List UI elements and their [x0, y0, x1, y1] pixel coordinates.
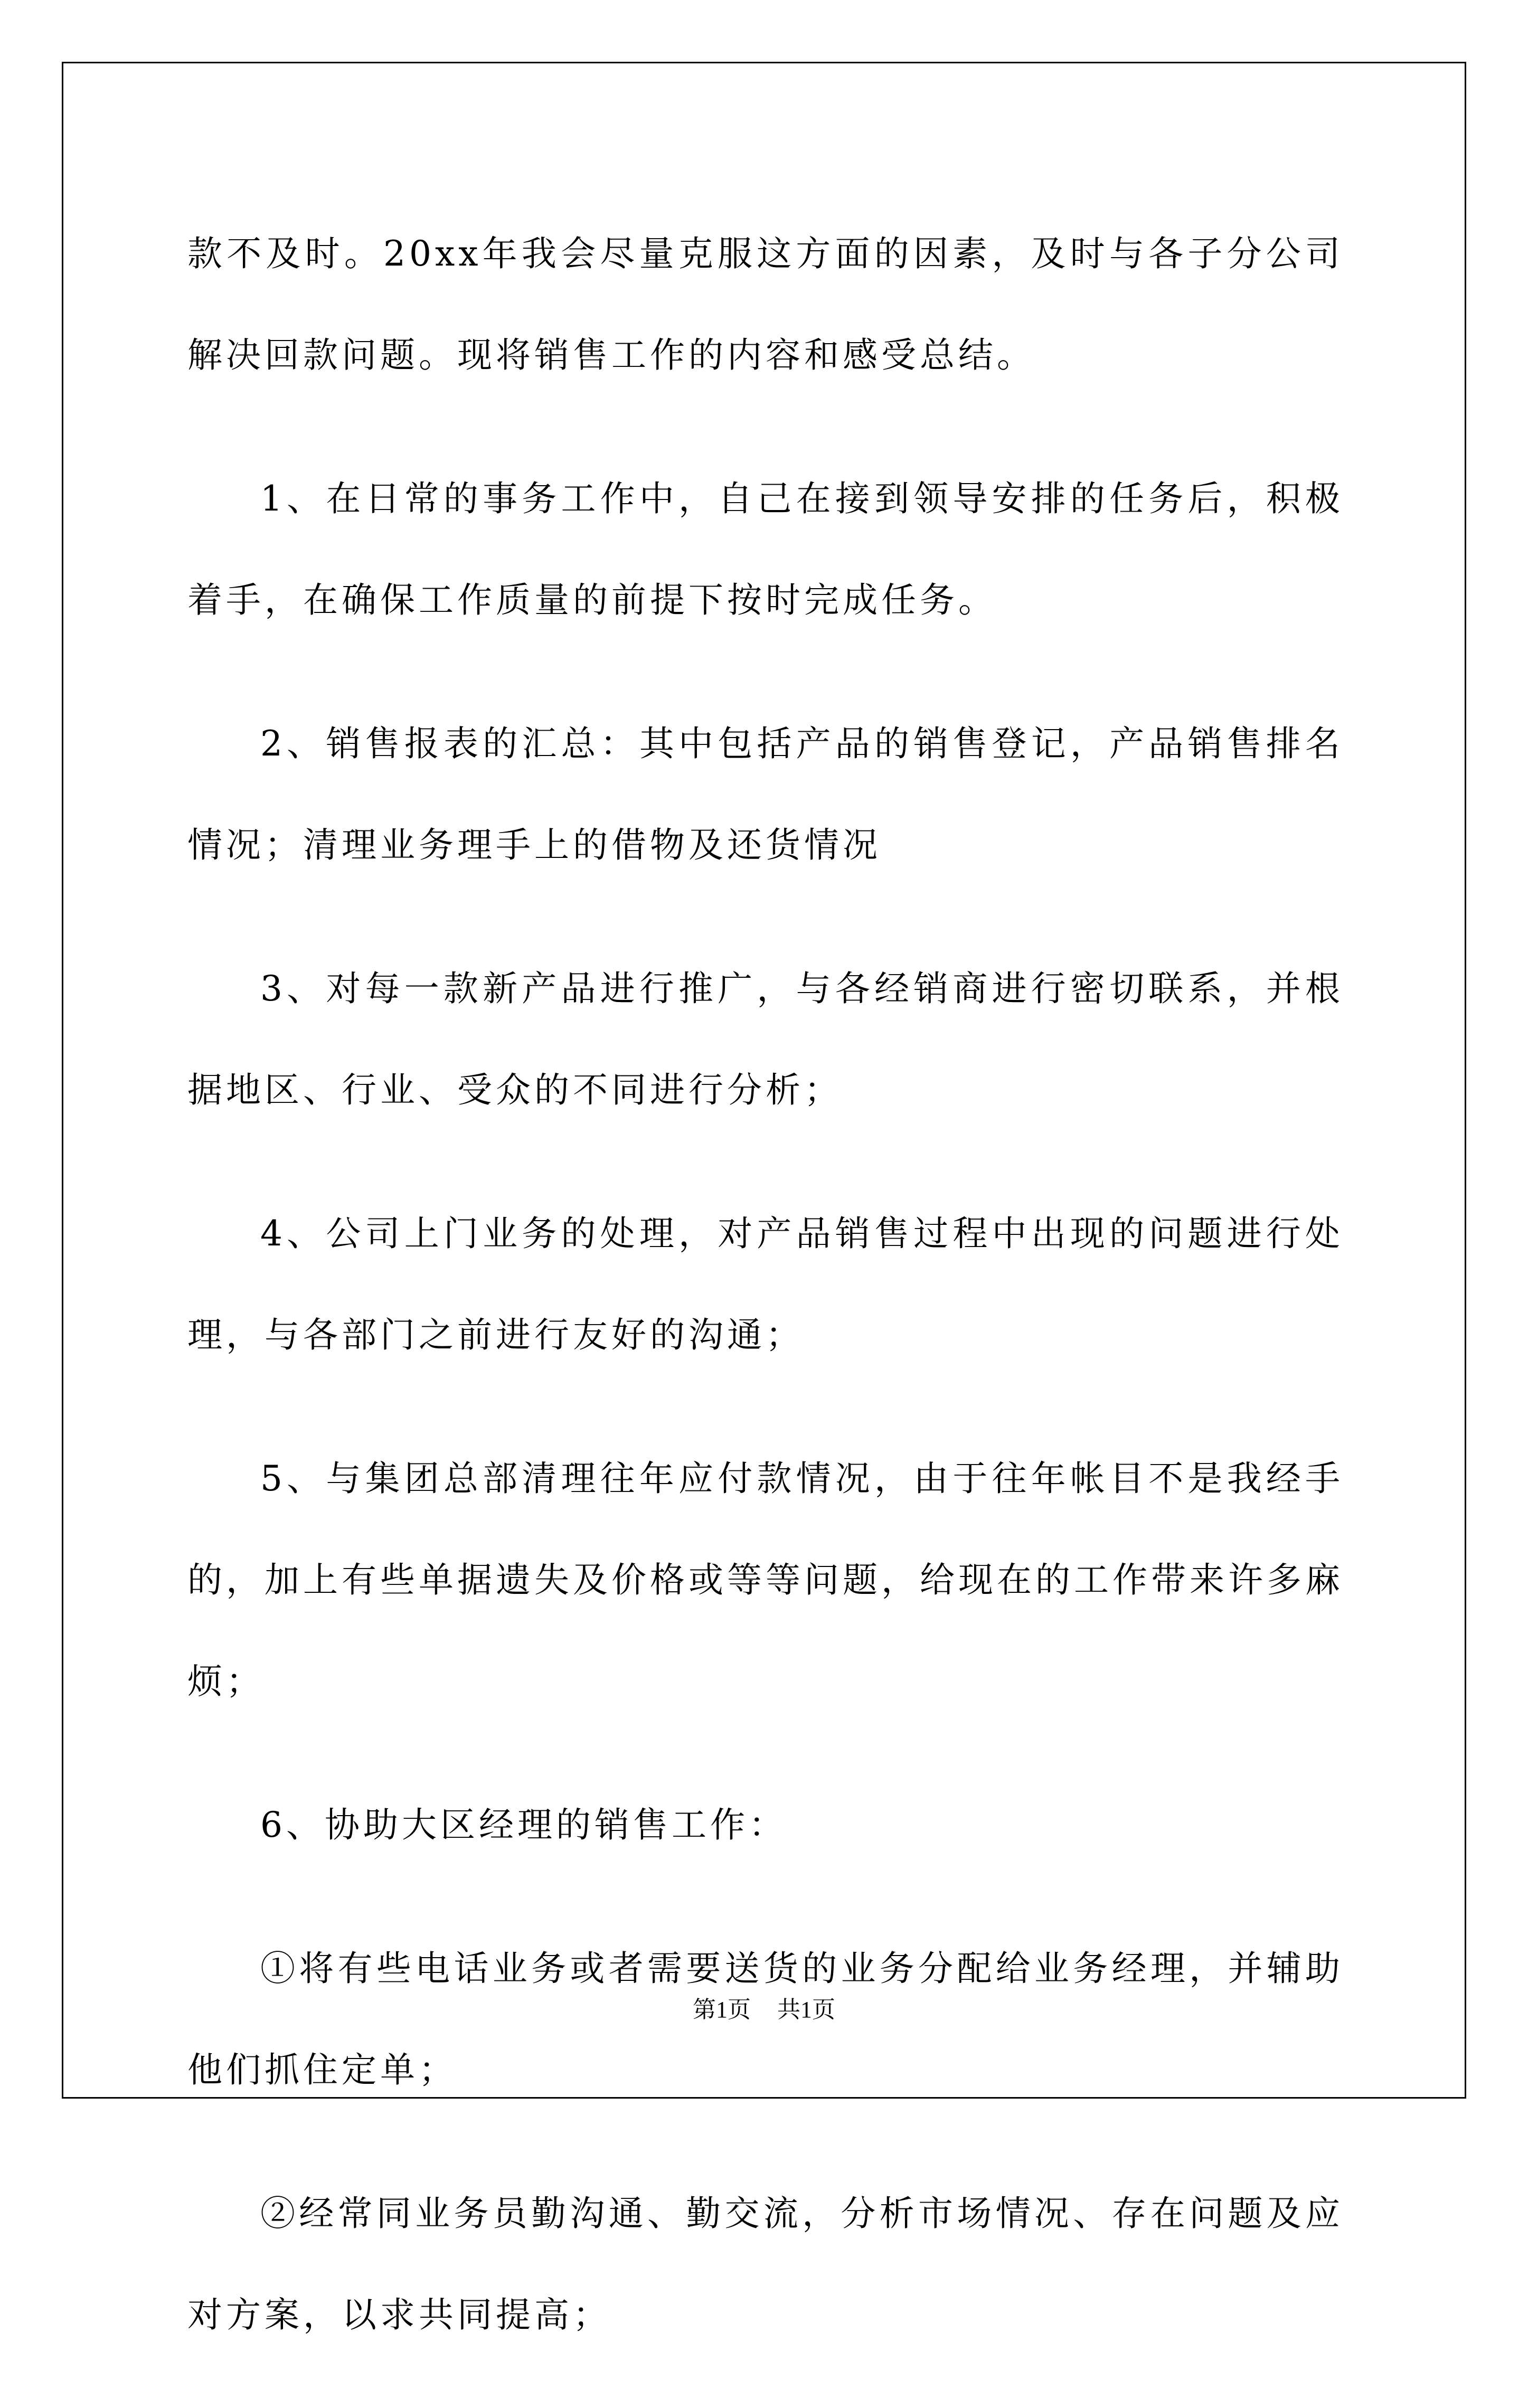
paragraph-subitem-1: ①将有些电话业务或者需要送货的业务分配给业务经理，并辅助他们抓住定单；	[187, 1948, 1344, 2090]
paragraph-item-6: 6、协助大区经理的销售工作：	[260, 1805, 787, 1845]
page-number: 第1页	[693, 1997, 751, 2023]
paragraph-item-5: 5、与集团总部清理往年应付款情况，由于往年帐目不是我经手的，加上有些单据遗失及价格或等等问题，给现在的工作带来许多麻烦；	[187, 1458, 1344, 1702]
paragraph-item-1: 1、在日常的事务工作中，自己在接到领导安排的任务后，积极着手，在确保工作质量的前提下按时完成任务。	[187, 478, 1344, 620]
paragraph-continuation: 款不及时。20xx年我会尽量克服这方面的因素，及时与各子分公司解决回款问题。现将销售工作的内容和感受总结。	[187, 233, 1344, 375]
page-total: 共1页	[777, 1997, 835, 2023]
paragraph-item-3: 3、对每一款新产品进行推广，与各经销商进行密切联系，并根据地区、行业、受众的不同进行分析；	[187, 968, 1344, 1110]
paragraph-item-2: 2、销售报表的汇总：其中包括产品的销售登记，产品销售排名情况；清理业务理手上的借物及还货情况	[187, 723, 1344, 865]
page-footer	[0, 1994, 1528, 2026]
paragraph-subitem-2: ②经常同业务员勤沟通、勤交流，分析市场情况、存在问题及应对方案，以求共同提高；	[187, 2193, 1344, 2335]
paragraph-item-4: 4、公司上门业务的处理，对产品销售过程中出现的问题进行处理，与各部门之前进行友好的沟通；	[187, 1213, 1344, 1355]
document-body	[187, 203, 1344, 2408]
